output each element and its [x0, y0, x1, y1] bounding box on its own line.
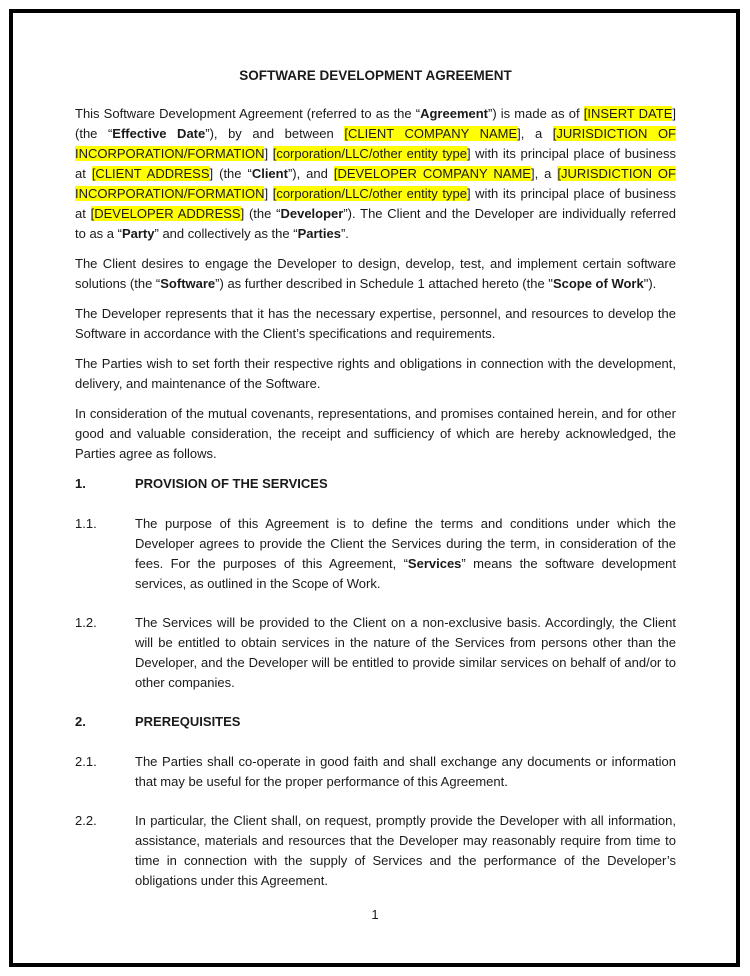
page-footer — [0, 905, 750, 925]
text-run: The Client desires to engage the Developer to design, develop, test, and implement certain software solutions (the “ — [75, 256, 676, 291]
paragraph — [75, 354, 676, 394]
text-run: ”) is made as of — [488, 106, 584, 121]
document-content — [75, 66, 676, 910]
document-title: SOFTWARE DEVELOPMENT AGREEMENT — [239, 68, 512, 83]
placeholder-highlight: [DEVELOPER COMPANY NAME — [333, 166, 531, 181]
placeholder-highlight: [CLIENT ADDRESS — [91, 166, 210, 181]
section-title: PROVISION OF THE SERVICES — [135, 476, 328, 491]
clause-text — [135, 613, 676, 693]
defined-term: Services — [407, 556, 462, 571]
text-run: ”), and — [287, 166, 334, 181]
placeholder-highlight: [DEVELOPER ADDRESS — [90, 206, 241, 221]
text-run: ”. — [340, 226, 349, 241]
section-heading — [75, 712, 676, 732]
text-run: ] (the “ — [240, 206, 281, 221]
defined-term: Party — [121, 226, 155, 241]
preamble — [75, 104, 676, 464]
placeholder-highlight: [corporation/LLC/other entity type — [272, 186, 467, 201]
text-run: ] — [264, 146, 273, 161]
paragraph — [75, 104, 676, 244]
clause-number: 2.2. — [75, 813, 97, 828]
clause-text — [135, 514, 676, 594]
text-run: ] (the “ — [75, 106, 676, 141]
section-number: 1. — [75, 476, 86, 491]
text-run: In consideration of the mutual covenants, representations, and promises contained herein, and for other good and valuable consideration, the receipt and sufficiency of which are hereby acknowledged, the Parties agree as follows. — [75, 406, 676, 461]
text-run: "). — [643, 276, 657, 291]
defined-term: Software — [160, 276, 216, 291]
section-title: PREREQUISITES — [135, 714, 241, 729]
text-run: The Parties shall co-operate in good faith and shall exchange any documents or information that may be useful for the proper performance of this Agreement. — [135, 754, 676, 789]
section-number: 2. — [75, 714, 86, 729]
text-run: ”) as further described in Schedule 1 attached hereto (the " — [215, 276, 553, 291]
clause-text — [135, 752, 676, 792]
clause — [75, 811, 676, 891]
placeholder-highlight: [JURISDICTION OF INCORPORATION/FORMATION — [75, 126, 676, 161]
clause-number: 1.2. — [75, 615, 97, 630]
text-run: ] with its principal place of business at — [75, 146, 676, 181]
defined-term: Parties — [297, 226, 341, 241]
clause-number: 1.1. — [75, 516, 97, 531]
placeholder-highlight: [CLIENT COMPANY NAME — [344, 126, 518, 141]
defined-term: Client — [251, 166, 288, 181]
text-run: The Services will be provided to the Client on a non-exclusive basis. Accordingly, the Client will be entitled to obtain services in the nature of the Services from persons other than the Developer, and the Developer will be entitled to provide similar services on behalf of and/or to other companies. — [135, 615, 676, 690]
page-number: 1 — [371, 907, 379, 922]
section-heading — [75, 474, 676, 494]
clause — [75, 613, 676, 693]
text-run: ”). The Client and the Developer are individually referred to as a “ — [75, 206, 677, 241]
clause — [75, 752, 676, 792]
clause-number: 2.1. — [75, 754, 97, 769]
defined-term: Agreement — [420, 106, 489, 121]
clause-text — [135, 811, 676, 891]
text-run: The purpose of this Agreement is to define the terms and conditions under which the Developer agrees to provide the Client the Services during the term, in consideration of the fees. For the purposes of this Agreement, “ — [135, 516, 676, 571]
text-run: This Software Development Agreement (referred to as the “ — [75, 106, 421, 121]
sections — [75, 474, 676, 891]
text-run: ”), by and between — [205, 126, 345, 141]
paragraph — [75, 254, 676, 294]
clause — [75, 514, 676, 594]
paragraph — [75, 304, 676, 344]
text-run: The Developer represents that it has the necessary expertise, personnel, and resources to develop the Software in accordance with the Client’s specifications and requirements. — [75, 306, 676, 341]
placeholder-highlight: [corporation/LLC/other entity type — [272, 146, 467, 161]
defined-term: Scope of Work — [552, 276, 644, 291]
text-run: ], a — [517, 126, 553, 141]
text-run: ], a — [530, 166, 558, 181]
defined-term: Effective Date — [112, 126, 206, 141]
text-run: ” means the software development services, as outlined in the Scope of Work. — [135, 556, 677, 591]
placeholder-highlight: [JURISDICTION OF INCORPORATION/FORMATION — [75, 166, 676, 201]
text-run: The Parties wish to set forth their respective rights and obligations in connection with the development, delivery, and maintenance of the Software. — [75, 356, 676, 391]
text-run: ] (the “ — [209, 166, 252, 181]
text-run: ] with its principal place of business at — [75, 186, 676, 221]
placeholder-highlight: [INSERT DATE — [583, 106, 673, 121]
defined-term: Developer — [280, 206, 344, 221]
text-run: ” and collectively as the “ — [154, 226, 298, 241]
text-run: In particular, the Client shall, on request, promptly provide the Developer with all information, assistance, materials and resources that the Developer may reasonably require from time to time in connection with the supply of Services and the performance of the Developer’s obligations under this Agreement. — [135, 813, 676, 888]
text-run: ] — [264, 186, 273, 201]
paragraph — [75, 404, 676, 464]
